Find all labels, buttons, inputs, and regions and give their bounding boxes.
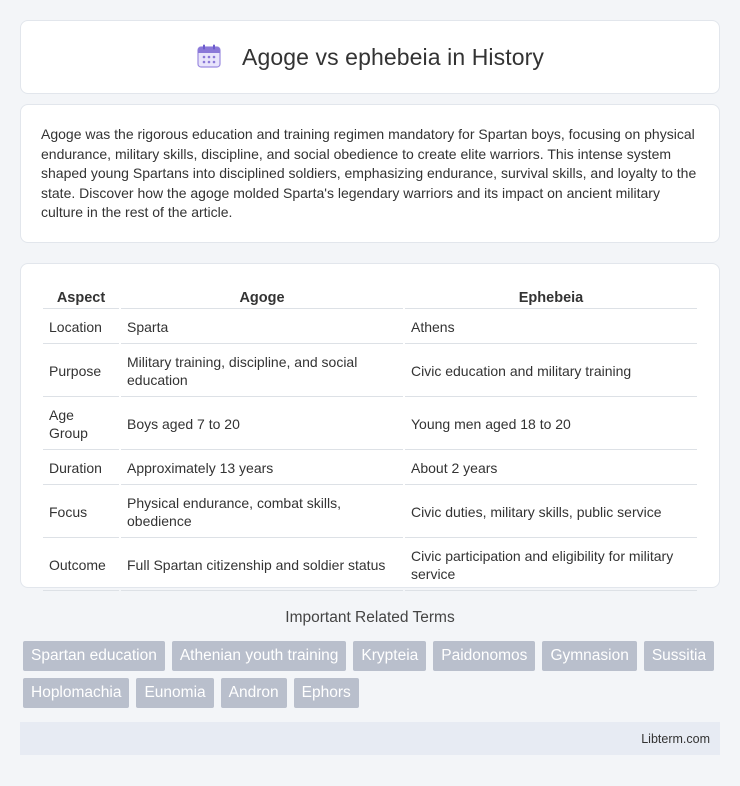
tag-krypteia[interactable]: Krypteia [353,641,426,671]
table-cell: Civic duties, military skills, public service [405,487,697,538]
intro-card [20,104,720,243]
footer [20,722,720,755]
table-row [43,311,697,344]
tag-hoplomachia[interactable]: Hoplomachia [23,678,129,708]
related-terms-tags [23,641,723,715]
tag-andron[interactable]: Andron [221,678,287,708]
intro-text: Agoge was the rigorous education and training regimen mandatory for Spartan boys, focusing on physical endurance, military skills, discipline, and social obedience to create elite warriors. This intense system shaped young Spartans into disciplined soldiers, emphasizing endurance, survival skills, and loyalty to the state. Discover how the agoge molded Sparta's legendary warriors and its impact on ancient military culture in the rest of the article. [41,126,697,220]
table-cell: Military training, discipline, and social education [121,346,403,397]
table-cell: Athens [405,311,697,344]
tag-ephors[interactable]: Ephors [294,678,359,708]
table-cell: Civic education and military training [405,346,697,397]
table-row [43,452,697,485]
table-cell: Young men aged 18 to 20 [405,399,697,450]
table-row [43,346,697,397]
tag-sussitia[interactable]: Sussitia [644,641,714,671]
table-row [43,487,697,538]
table-cell: Focus [43,487,119,538]
table-cell: Duration [43,452,119,485]
column-header-aspect: Aspect [43,286,119,309]
table-cell: About 2 years [405,452,697,485]
table-row [43,540,697,591]
table-cell: Age Group [43,399,119,450]
comparison-table-card [20,263,720,588]
table-cell: Sparta [121,311,403,344]
table-cell: Civic participation and eligibility for military service [405,540,697,591]
table-cell: Approximately 13 years [121,452,403,485]
calendar-icon [196,43,222,69]
table-cell: Boys aged 7 to 20 [121,399,403,450]
related-terms-title: Important Related Terms [285,609,455,626]
tag-paidonomos[interactable]: Paidonomos [433,641,535,671]
footer-link[interactable]: Libterm.com [641,731,710,746]
page-title: Agoge vs ephebeia in History [242,43,544,70]
column-header-agoge: Agoge [121,286,403,309]
tag-spartan-education[interactable]: Spartan education [23,641,165,671]
table-cell: Purpose [43,346,119,397]
table-cell: Location [43,311,119,344]
table-header-row [43,286,697,309]
table-cell: Outcome [43,540,119,591]
tag-athenian-youth-training[interactable]: Athenian youth training [172,641,347,671]
tag-gymnasion[interactable]: Gymnasion [542,641,636,671]
comparison-table [41,284,699,593]
tag-eunomia[interactable]: Eunomia [136,678,213,708]
column-header-ephebeia: Ephebeia [405,286,697,309]
table-cell: Full Spartan citizenship and soldier status [121,540,403,591]
table-cell: Physical endurance, combat skills, obedience [121,487,403,538]
header-card [20,20,720,94]
table-row [43,399,697,450]
